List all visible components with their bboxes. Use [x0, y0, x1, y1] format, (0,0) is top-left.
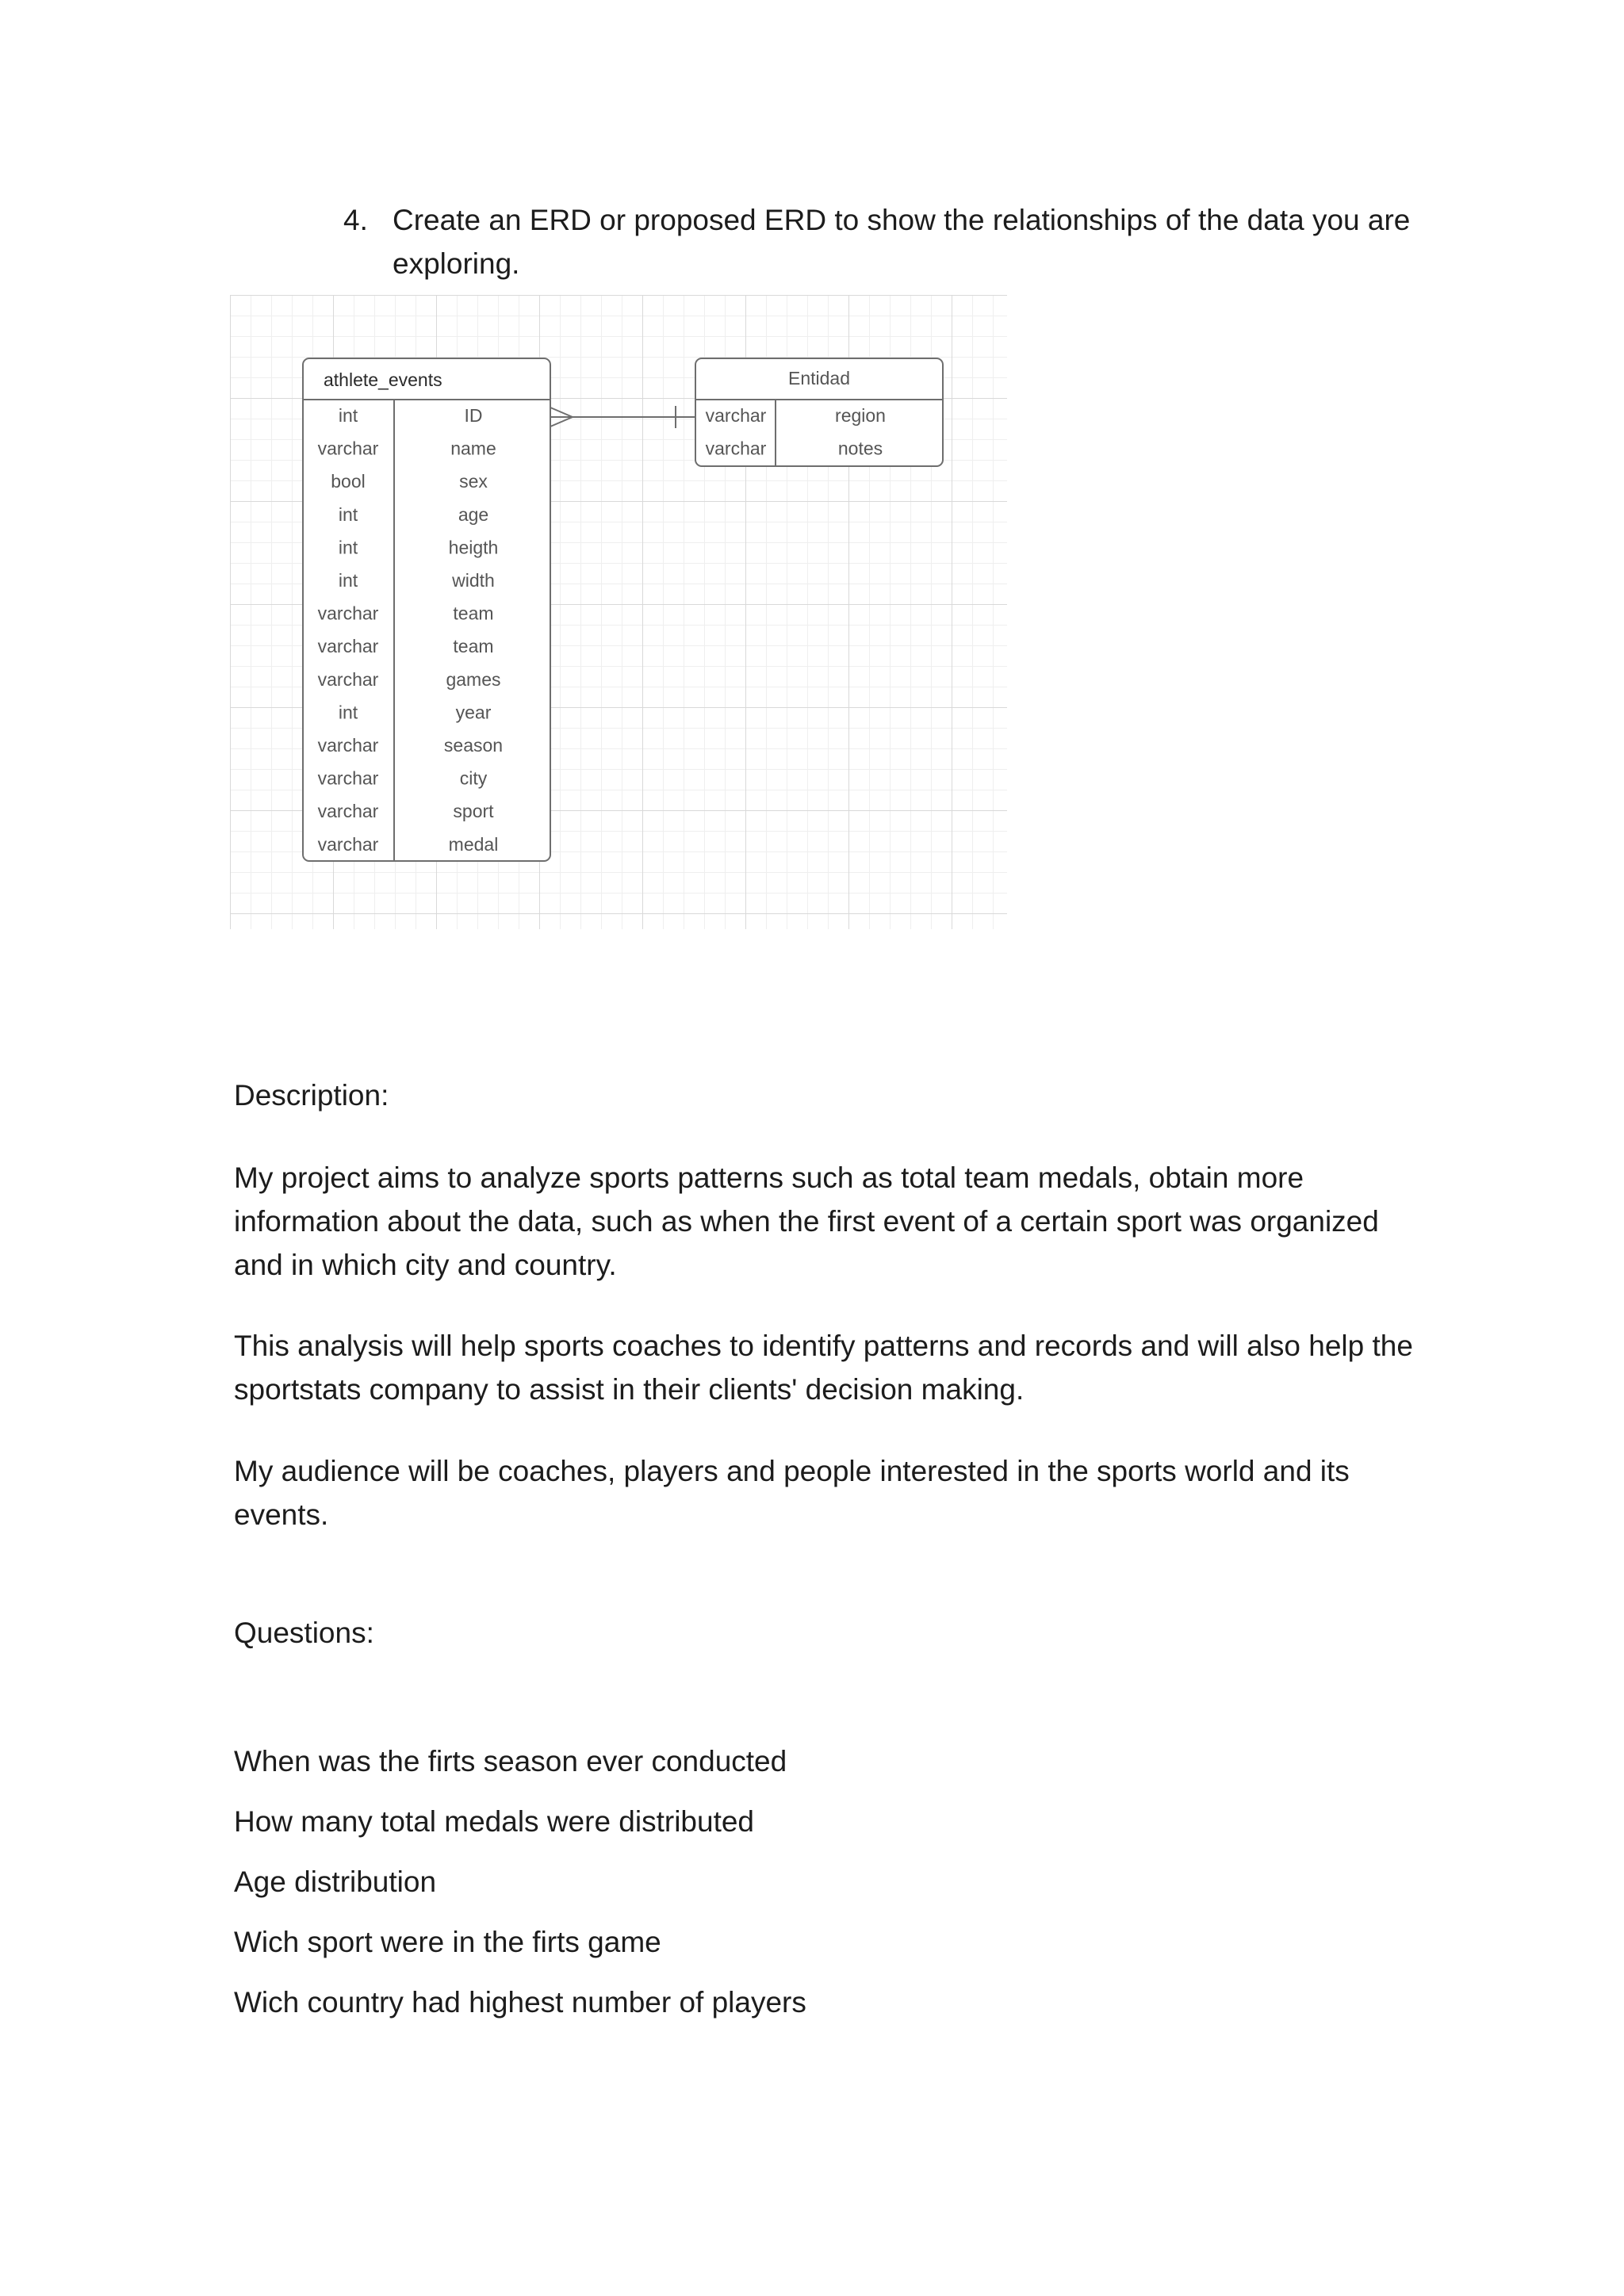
column-name: games	[446, 668, 501, 690]
column-type: varchar	[317, 833, 379, 855]
questions-list	[234, 1732, 1423, 2033]
paragraph-line: My audience will be coaches, players and people interested in the sports world and its	[234, 1455, 1350, 1487]
relationship-connector	[550, 406, 695, 428]
column-type: bool	[331, 471, 366, 492]
paragraph-line: This analysis will help sports coaches to identify patterns and records and will also help the	[234, 1330, 1413, 1362]
description-heading: Description:	[234, 1079, 389, 1112]
table-athlete-events	[303, 358, 550, 861]
question-item: How many total medals were distributed	[234, 1805, 755, 1838]
table-athlete-events-title: athlete_events	[324, 369, 442, 390]
description-paragraph-1	[234, 1156, 1423, 1287]
table-entidad-title: Entidad	[787, 368, 851, 388]
paragraph-line: events.	[234, 1498, 329, 1531]
column-name: city	[459, 767, 488, 789]
column-name: team	[453, 603, 494, 624]
column-name: region	[835, 405, 886, 426]
crows-foot-upper	[550, 408, 573, 417]
column-type: varchar	[317, 735, 379, 756]
column-name: ID	[464, 405, 483, 426]
paragraph-line: sportstats company to assist in their clients' decision making.	[234, 1373, 1025, 1406]
column-type: varchar	[317, 636, 379, 657]
questions-heading: Questions:	[234, 1617, 374, 1649]
erd-diagram	[230, 295, 1007, 929]
column-name: heigth	[448, 537, 499, 558]
column-name: medal	[448, 833, 499, 855]
column-name: name	[450, 438, 496, 459]
list-number: 4.	[343, 204, 368, 236]
column-type: varchar	[317, 438, 379, 459]
column-name: notes	[837, 438, 883, 459]
description-paragraph-3	[234, 1449, 1423, 1536]
question-item: Wich country had highest number of players	[234, 1986, 806, 2019]
column-name: year	[455, 702, 492, 723]
column-name: team	[453, 636, 494, 657]
column-type: int	[338, 570, 358, 591]
column-type: varchar	[705, 438, 767, 459]
paragraph-line: information about the data, such as when the first event of a certain sport was organized	[234, 1205, 1379, 1238]
column-name: sex	[459, 471, 488, 492]
column-type: int	[338, 537, 358, 558]
paragraph-line: and in which city and country.	[234, 1249, 617, 1281]
list-item-text	[393, 198, 1423, 285]
paragraph-line: My project aims to analyze sports patterns such as total team medals, obtain more	[234, 1161, 1304, 1194]
question-item: Wich sport were in the firts game	[234, 1926, 661, 1958]
table-entidad	[695, 358, 943, 466]
list-item-line-2: exploring.	[393, 247, 520, 280]
column-type: varchar	[317, 668, 379, 690]
column-name: sport	[453, 801, 494, 822]
question-item: Age distribution	[234, 1866, 437, 1898]
column-type: int	[338, 503, 358, 525]
column-type: varchar	[317, 603, 379, 624]
question-item: When was the firts season ever conducted	[234, 1745, 787, 1777]
crows-foot-lower	[550, 417, 573, 427]
column-type: int	[338, 702, 358, 723]
column-type: int	[338, 405, 358, 426]
column-type: varchar	[317, 767, 379, 789]
list-item-line-1: Create an ERD or proposed ERD to show the relationships of the data you are	[393, 204, 1411, 236]
column-type: varchar	[705, 405, 767, 426]
column-name: age	[458, 503, 489, 525]
column-name: width	[452, 570, 495, 591]
column-name: season	[443, 735, 504, 756]
description-paragraph-2	[234, 1324, 1423, 1411]
column-type: varchar	[317, 801, 379, 822]
erd-svg	[230, 295, 1007, 929]
